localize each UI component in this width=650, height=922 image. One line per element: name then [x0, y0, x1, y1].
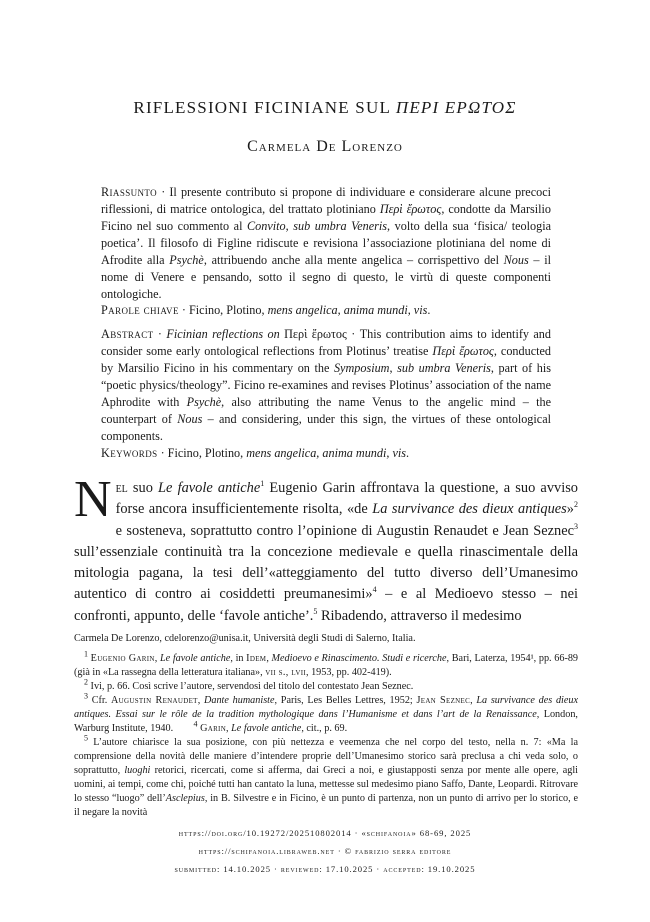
title-greek: ΠΕΡΙ ΕΡΩΤΟΣ — [395, 98, 517, 117]
abstract-paragraph — [101, 326, 551, 445]
footer-website[interactable]: https://schifanoia.libraweb.net · © fabrizio serra editore — [198, 846, 452, 856]
note-text: retorici, ricercati, come si afferma, dai Greci a noi, e giustapposti senza por mente alle opere, agli uomini, ai tempi, come chi, poiché tutti han cantato la luna, mettesse sul medesimo piano Saffo, Dante, Leopardi. Ritrovare lo stesso “luogo” dell’ — [74, 765, 579, 804]
period: . — [406, 446, 410, 460]
cited-title: La survivance des dieux antiques. Essai sur le rôle de la tradition mythologique dans l’Humanisme et dans l’art de la Renaissance — [74, 695, 579, 720]
abstract-title: Ficinian reflections on — [166, 327, 285, 341]
period: . — [427, 303, 431, 317]
riassunto-paragraph — [101, 184, 551, 303]
footnotes — [74, 632, 578, 820]
drop-cap-continuation: el — [115, 480, 128, 496]
note-text: , — [154, 653, 160, 664]
italic-term: sub umbra Veneris — [397, 361, 491, 375]
drop-cap: N — [74, 471, 112, 528]
greek-title: Περὶ ἔρωτος — [432, 344, 494, 358]
cited-author: Garin — [200, 723, 227, 734]
keywords — [101, 445, 551, 462]
cited-title: Medioevo e Rinascimento. Studi e ricerche — [271, 653, 447, 664]
footnote-number: 2 — [84, 677, 88, 687]
footnote-ref[interactable]: 3 — [574, 521, 578, 531]
note-text: , in — [230, 653, 247, 664]
italic-term: Nous — [177, 412, 203, 426]
footnote-number: 5 — [84, 733, 88, 743]
note-text: , cit., p. 69. — [301, 723, 348, 734]
body-text: suo — [127, 480, 159, 496]
footnote-3 — [74, 691, 579, 736]
abstract-text: – and considering, under this sign, the virtues of these ontological components. — [101, 412, 551, 443]
cited-title: Le favole antiche — [231, 723, 302, 734]
cited-author: Augustin Renaudet — [111, 695, 198, 706]
footnote-2 — [74, 677, 578, 694]
separator: · — [178, 303, 190, 317]
italic-term: Symposium — [333, 361, 390, 375]
italic-term: Asclepius — [165, 793, 205, 804]
footnote-ref[interactable]: 2 — [574, 500, 578, 510]
riassunto-text: , attribuendo anche alla mente angelica – corrispettivo del — [203, 253, 504, 267]
body-text: Eugenio Garin affrontava la questione, a suo avviso forse ancora insufficientemente risolta, «de — [115, 480, 578, 518]
abstract-text: , also attributing the name Venus to the angelic mind – the counterpart of — [101, 395, 551, 426]
footnote-ref[interactable]: 5 — [313, 606, 318, 616]
volume-number: vii s., lvii — [265, 667, 306, 678]
abstract-text: , — [389, 361, 398, 375]
separator: · — [157, 185, 170, 199]
footer-dates: submitted: 14.10.2025 · reviewed: 17.10.2025 · accepted: 19.10.2025 — [174, 864, 476, 874]
body-text: e sosteneva, soprattutto contro l’opinione di Augustin Renaudet e Jean Seznec — [115, 522, 574, 539]
note-text: , London, Warburg Institute, 1940. — [74, 709, 578, 734]
footer-doi[interactable]: https://doi.org/10.19272/202510802014 · «schifanoia» 68-69, 2025 — [178, 828, 472, 838]
parole-chiave-label: Parole chiave — [101, 303, 179, 317]
footnote-5 — [74, 733, 579, 820]
italic-title: La survivance des dieux antiques — [372, 501, 567, 518]
body-text: » — [566, 501, 574, 518]
cited-author: Idem — [246, 653, 267, 664]
riassunto-text: , condotte da Marsilio Ficino nel suo commento al — [101, 202, 552, 233]
note-text: Cfr. — [91, 695, 111, 706]
italic-title: Le favole antiche — [158, 480, 261, 496]
riassunto-text: , volto della sua ‘fisica/ teologia poetica’. Il filosofo di Figline ridiscute e revisiona l’associazione plotiniana del nome di Afrodite alla — [101, 219, 551, 267]
parole-chiave — [101, 302, 551, 319]
abstract-text: , conducted by Marsilio Ficino in his commentary on the — [101, 344, 551, 375]
greek-title: Περὶ ἔρωτος — [379, 202, 442, 216]
cited-title: Le favole antiche — [159, 653, 231, 664]
italic-term: Psychè — [186, 395, 222, 409]
note-text: L’autore chiarisce la sua posizione, con più nettezza e veemenza che nel corpo del testo, nella n. 7: «Ma la comprensione della novità delle maniere d’intendere proprie dell’Umanesimo storico sarà preclusa a chi veda solo, o soprattutto, — [74, 737, 579, 776]
footnote-1 — [74, 649, 579, 680]
footnote-ref[interactable]: 1 — [260, 479, 265, 489]
cited-title: Dante humaniste — [204, 695, 275, 706]
riassunto-label: Riassunto — [101, 185, 158, 199]
note-text: , — [470, 695, 477, 706]
separator: · — [153, 327, 167, 341]
note-text: , Bari, Laterza, 1954¹, pp. 66-89 (già in «La rassegna della letteratura italiana», — [74, 653, 579, 678]
abstract-text: , part of his “poetic physics/theology”. Ficino re-examines and revises Plotinus’ association of the name Aphrodite with — [101, 361, 552, 409]
italic-term: luoghi — [124, 765, 151, 776]
article-title — [0, 98, 650, 118]
note-text: Ivi, p. 66. Così scrive l’autore, servendosi del titolo del contestato Jean Seznec. — [90, 681, 414, 692]
body-paragraph — [74, 471, 578, 627]
abstract-label: Abstract — [101, 327, 154, 341]
footnote-number: 4 — [193, 719, 198, 729]
riassunto-text: Il presente contributo si propone di individuare e considerare alcune precoci riflessioni, di matrice ontologica, del trattato plotiniano — [101, 185, 551, 216]
italic-term: Convito, sub umbra Veneris — [247, 219, 388, 233]
keywords-text: Ficino, Plotino, — [189, 303, 268, 317]
note-text: , 1953, pp. 402-419). — [305, 667, 392, 678]
abstract-title-greek: Περὶ ἔρωτος — [284, 327, 347, 341]
separator: · — [157, 446, 168, 460]
note-text: , — [197, 695, 205, 706]
note-text: , in B. Silvestre e in Ficino, è un punto di partenza, non un punto di arrivo per lo storico, e il negare la novità — [74, 793, 578, 818]
keywords-italic: mens angelica, anima mundi, vis — [267, 303, 428, 317]
author-name: Carmela De Lorenzo — [247, 138, 403, 155]
keywords-text: Ficino, Plotino, — [167, 446, 247, 460]
note-text: , — [266, 653, 272, 664]
cited-author: Jean Seznec — [416, 695, 471, 706]
footnote-number: 1 — [84, 649, 88, 659]
body-text: sull’essenziale continuità tra la concezione medievale e quella rinascimentale della mitologia pagana, la tesi dell’«atteggiamento del tutto diverso dell’Umanesimo autentico di contro ai cosiddetti preumanesimi» — [74, 543, 578, 603]
keywords-italic: mens angelica, anima mundi, vis — [246, 446, 407, 460]
note-text: , Paris, Les Belles Lettres, 1952; — [274, 695, 417, 706]
footnote-ref[interactable]: 4 — [372, 585, 377, 595]
title-text: RIFLESSIONI FICINIANE SUL — [133, 98, 396, 117]
riassunto-text: – il nome di Venere e pensando, sotto il segno di questo, le virtù di queste componenti ontologiche. — [101, 253, 551, 301]
keywords-label: Keywords — [101, 446, 158, 460]
note-text: , — [226, 723, 232, 734]
cited-author: Eugenio Garin — [90, 653, 155, 664]
footnote-number: 3 — [84, 691, 88, 701]
body-text: Ribadendo, attraverso il medesimo — [317, 607, 522, 624]
author-affiliation: Carmela De Lorenzo, cdelorenzo@unisa.it, Università degli Studi di Salerno, Italia. — [74, 633, 416, 644]
abstract-text: · This contribution aims to identify and consider some early ontological reflections from Plotinus’ treatise — [101, 327, 551, 358]
italic-term: Psychè — [169, 253, 204, 267]
body-text: – e al Medioevo stesso – nei confronti, appunto, delle ‘favole antiche’. — [74, 586, 578, 624]
italic-term: Nous — [503, 253, 529, 267]
